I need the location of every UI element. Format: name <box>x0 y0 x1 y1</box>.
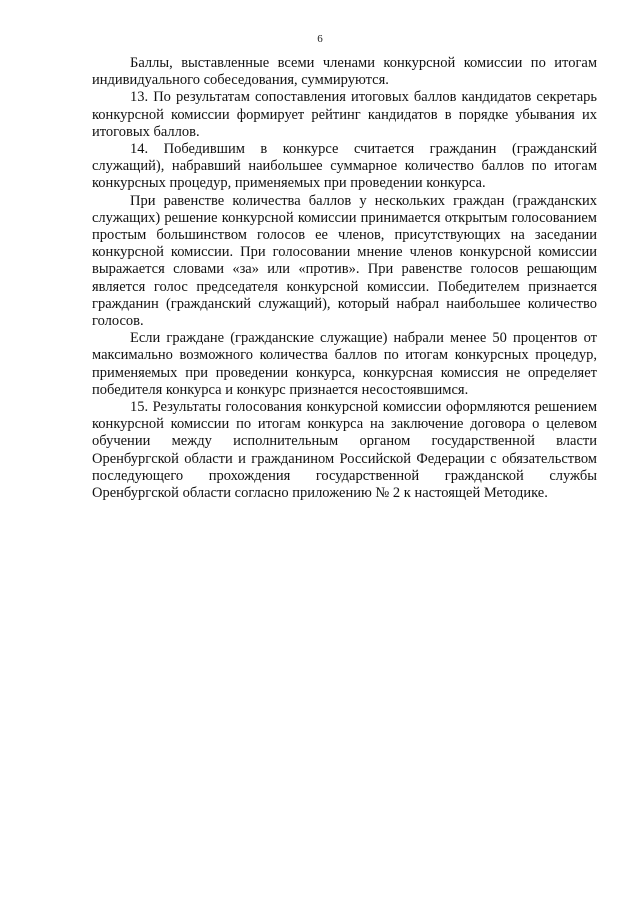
paragraph-14-winner: 14. Победившим в конкурсе считается гражданин (гражданский служащий), набравший наибольшее суммарное количество баллов по итогам конкурсных процедур, применяемых при проведении конкурса. <box>92 141 597 192</box>
paragraph-scores-summed: Баллы, выставленные всеми членами конкурсной комиссии по итогам индивидуального собеседования, суммируются. <box>92 55 597 89</box>
paragraph-below-50-percent: Если граждане (гражданские служащие) набрали менее 50 процентов от максимально возможного количества баллов по итогам конкурсных процедур, применяемых при проведении конкурса, конкурсная комиссия не определяет победителя конкурса и конкурс признается несостоявшимся. <box>92 330 597 398</box>
page-number: 6 <box>317 33 323 45</box>
document-body <box>92 55 597 502</box>
paragraph-13-rating: 13. По результатам сопоставления итоговых баллов кандидатов секретарь конкурсной комиссии формирует рейтинг кандидатов в порядке убывания их итоговых баллов. <box>92 89 597 140</box>
paragraph-15-voting-results: 15. Результаты голосования конкурсной комиссии оформляются решением конкурсной комиссии по итогам конкурса на заключение договора о целевом обучении между исполнительным органом государственной власти Оренбургской области и гражданином Российской Федерации с обязательством последующего прохождения государственной гражданской службы Оренбургской области согласно приложению № 2 к настоящей Методике. <box>92 399 597 502</box>
paragraph-tie-vote: При равенстве количества баллов у нескольких граждан (гражданских служащих) решение конкурсной комиссии принимается открытым голосованием простым большинством голосов ее членов, присутствующих на заседании конкурсной комиссии. При голосовании мнение членов конкурсной комиссии выражается словами «за» или «против». При равенстве голосов решающим является голос председателя конкурсной комиссии. Победителем признается гражданин (гражданский служащий), который набрал наибольшее количество голосов. <box>92 192 597 330</box>
